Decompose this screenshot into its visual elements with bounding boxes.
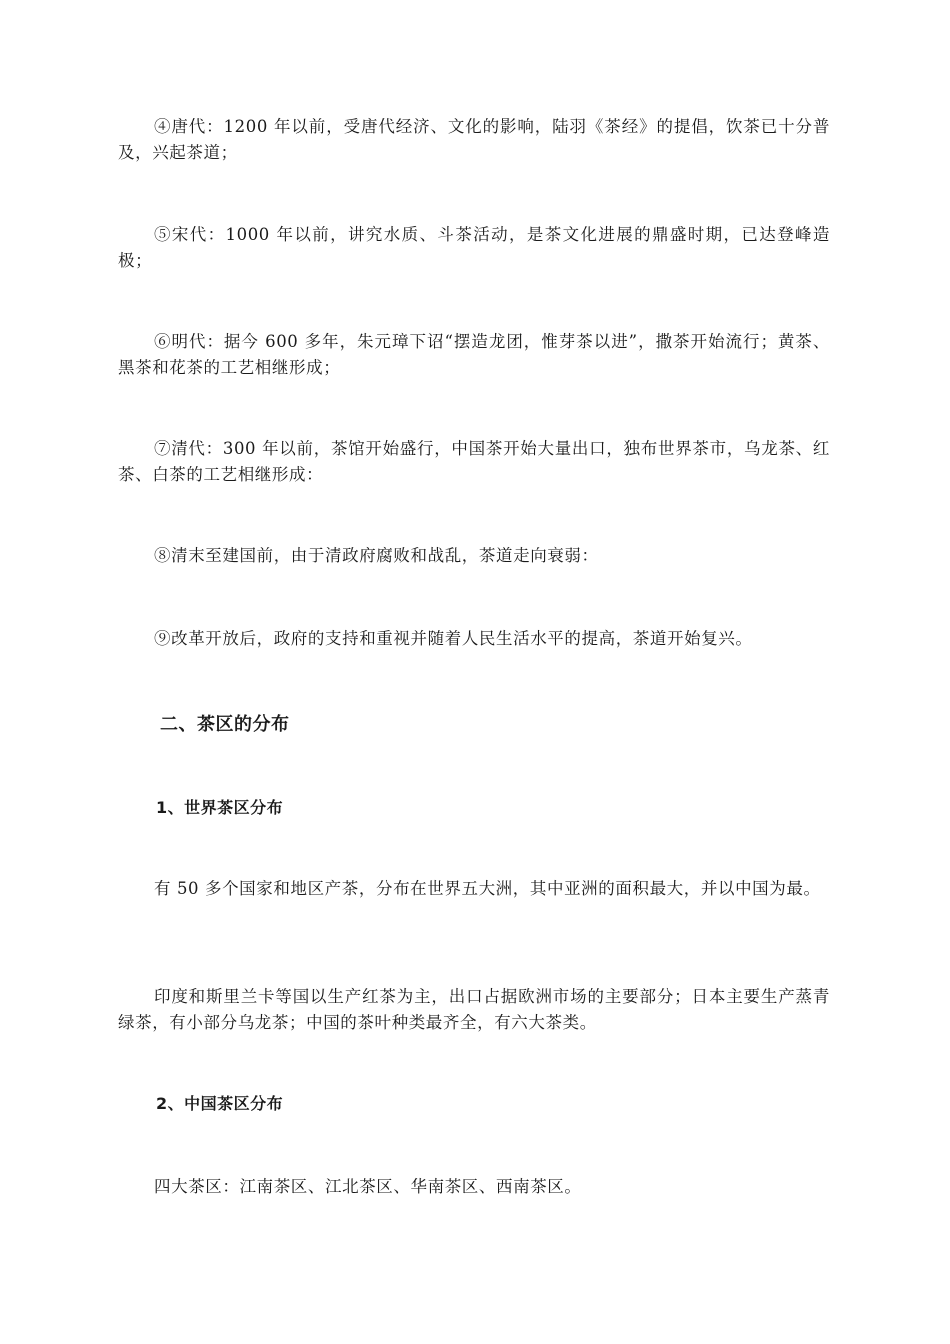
- world-tea-regions-title: 1、世界茶区分布: [156, 798, 284, 817]
- history-item-reform: ⑨改革开放后，政府的支持和重视并随着人民生活水平的提高，茶道开始复兴。: [154, 629, 753, 648]
- section-title: 二、茶区的分布: [160, 714, 290, 735]
- history-item-tang: ④唐代：1200 年以前，受唐代经济、文化的影响，陆羽《茶经》的提倡，饮茶已十分普及，兴起茶道；: [118, 117, 830, 162]
- history-item-song: ⑤宋代：1000 年以前，讲究水质、斗茶活动，是茶文化进展的鼎盛时期，已达登峰造极；: [118, 225, 830, 270]
- world-paragraph-2: 印度和斯里兰卡等国以生产红茶为主，出口占据欧洲市场的主要部分；日本主要生产蒸青绿茶，有小部分乌龙茶；中国的茶叶种类最齐全，有六大茶类。: [118, 987, 830, 1032]
- china-tea-regions-title: 2、中国茶区分布: [156, 1094, 284, 1113]
- china-paragraph-1: 四大茶区：江南茶区、江北茶区、华南茶区、西南茶区。: [154, 1177, 582, 1196]
- history-item-qing: ⑦清代：300 年以前，茶馆开始盛行，中国茶开始大量出口，独布世界茶市，乌龙茶、红茶、白茶的工艺相继形成：: [118, 439, 830, 484]
- history-item-ming: ⑥明代：据今 600 多年，朱元璋下诏“摆造龙团，惟芽茶以进”，撒茶开始流行；黄茶、黑茶和花茶的工艺相继形成；: [118, 332, 830, 377]
- history-item-late-qing: ⑧清末至建国前，由于清政府腐败和战乱，茶道走向衰弱：: [154, 546, 599, 565]
- world-paragraph-1: 有 50 多个国家和地区产茶，分布在世界五大洲，其中亚洲的面积最大，并以中国为最。: [154, 879, 821, 898]
